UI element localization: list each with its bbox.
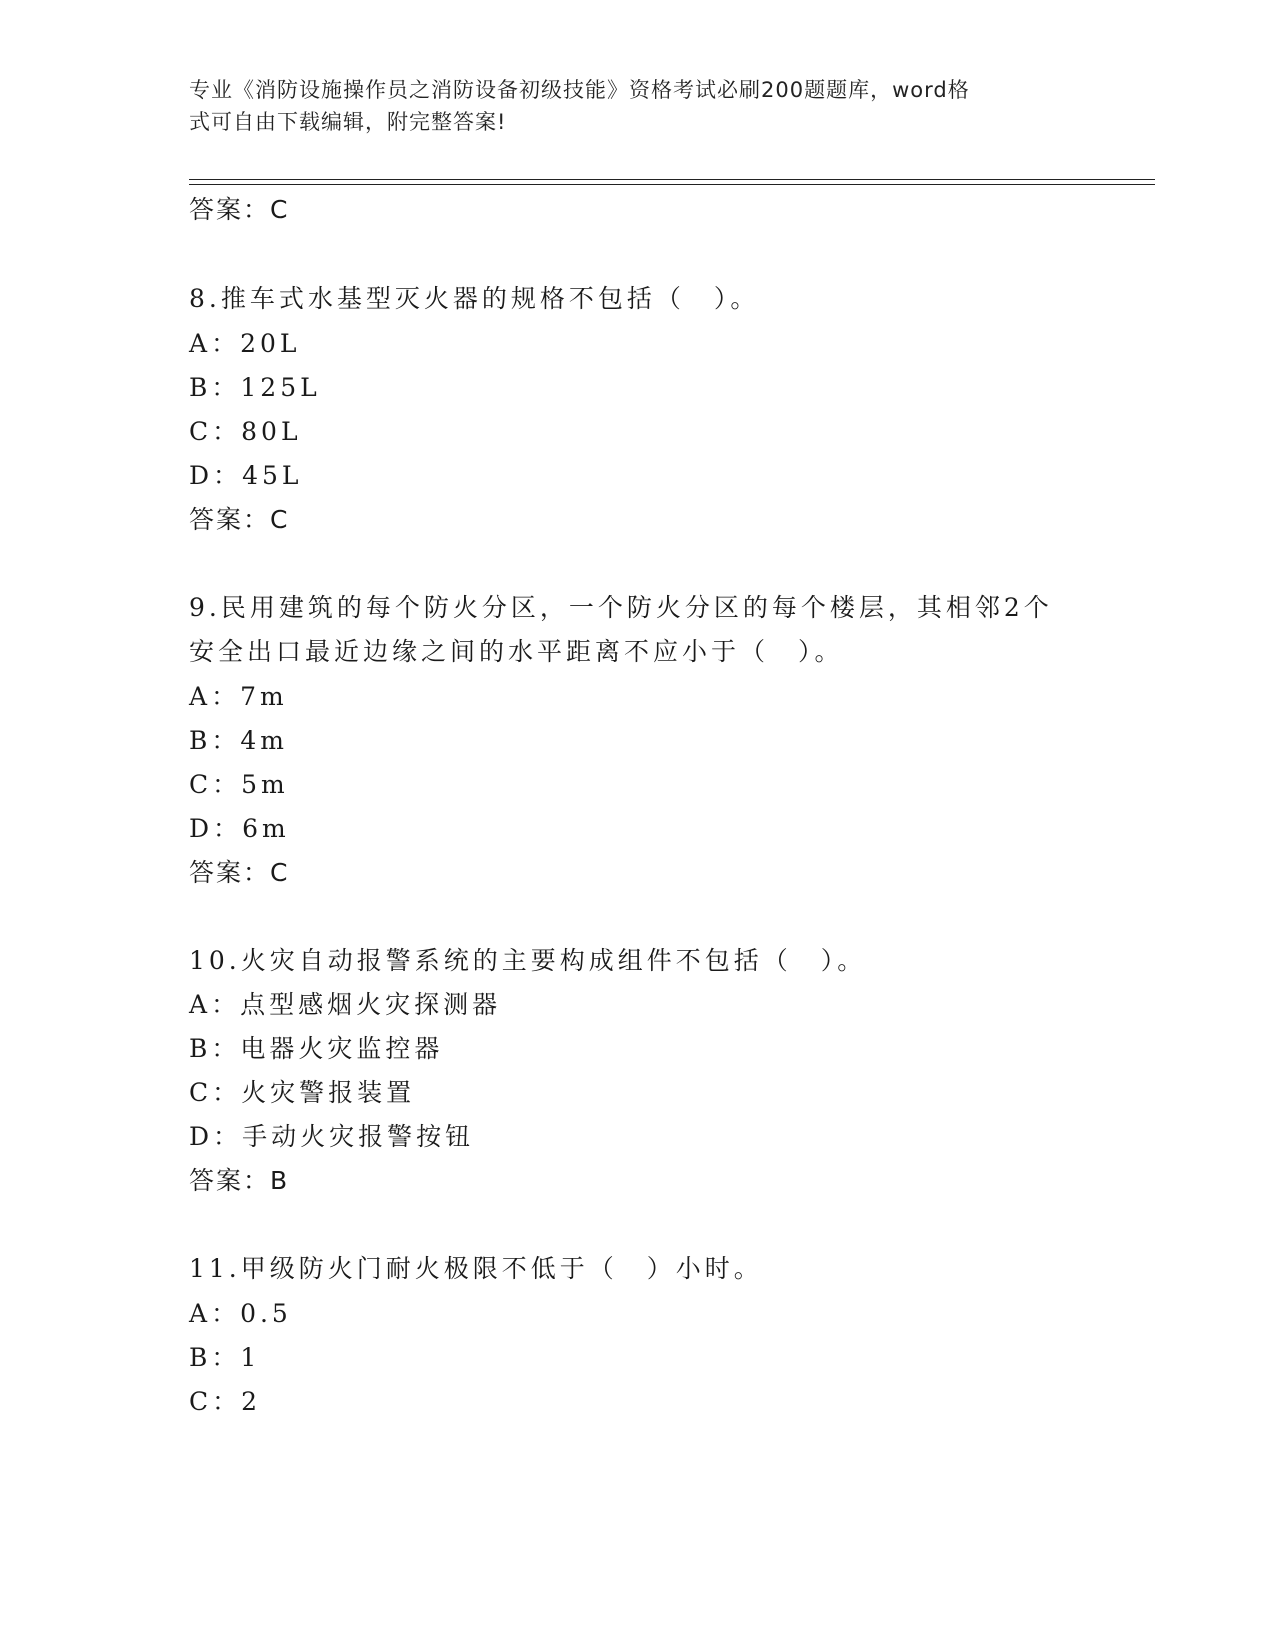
header-divider xyxy=(189,179,1155,180)
answer-line xyxy=(189,504,289,536)
option-letter: D xyxy=(189,1122,214,1151)
option-text: 火灾警报装置 xyxy=(241,1078,416,1107)
option-text: 点型感烟火灾探测器 xyxy=(240,990,502,1019)
option-text: 1 xyxy=(240,1343,261,1372)
option-line: D：6m xyxy=(189,814,290,843)
option-letter: C xyxy=(189,1078,213,1107)
option-line: A：点型感烟火灾探测器 xyxy=(189,990,502,1019)
option-text: 电器火灾监控器 xyxy=(240,1034,444,1063)
header-line: 式可自由下载编辑，附完整答案! xyxy=(189,110,507,134)
option-letter: B xyxy=(189,373,212,402)
answer-value: B xyxy=(270,1166,290,1195)
option-letter: A xyxy=(189,990,212,1019)
option-line: A：0.5 xyxy=(189,1299,292,1328)
option-text: 4m xyxy=(240,726,289,755)
option-letter: C xyxy=(189,417,213,446)
answer-value: C xyxy=(270,505,290,534)
answer-label: 答案： xyxy=(189,195,271,224)
option-text: 5m xyxy=(241,770,289,799)
option-line: C：2 xyxy=(189,1387,262,1416)
option-line: D：45L xyxy=(189,461,303,490)
option-text: 125L xyxy=(240,373,321,402)
question-stem: 10.火灾自动报警系统的主要构成组件不包括（ ）。 xyxy=(189,946,867,975)
option-text: 7m xyxy=(240,682,288,711)
option-letter: D xyxy=(189,814,214,843)
answer-line xyxy=(189,857,289,889)
answer-line xyxy=(189,194,289,226)
option-line: C：80L xyxy=(189,417,302,446)
option-text: 45L xyxy=(242,461,303,490)
answer-value: C xyxy=(270,195,290,224)
question-stem: 安全出口最近边缘之间的水平距离不应小于（ ）。 xyxy=(189,637,844,666)
question-stem: 9.民用建筑的每个防火分区，一个防火分区的每个楼层，其相邻2个 xyxy=(189,593,1053,622)
header-line: 专业《消防设施操作员之消防设备初级技能》资格考试必刷200题题库，word格 xyxy=(189,78,970,102)
option-letter: B xyxy=(189,726,212,755)
option-letter: B xyxy=(189,1034,212,1063)
option-line: B：1 xyxy=(189,1343,261,1372)
answer-line xyxy=(189,1165,289,1197)
option-letter: D xyxy=(189,461,214,490)
answer-value: C xyxy=(270,858,290,887)
option-letter: C xyxy=(189,770,213,799)
option-line: A：20L xyxy=(189,329,301,358)
answer-label: 答案： xyxy=(189,858,271,887)
option-text: 手动火灾报警按钮 xyxy=(242,1122,475,1151)
option-line: C：5m xyxy=(189,770,289,799)
option-letter: C xyxy=(189,1387,213,1416)
option-text: 6m xyxy=(242,814,290,843)
answer-label: 答案： xyxy=(189,1166,271,1195)
document-header xyxy=(189,74,1089,138)
answer-label: 答案： xyxy=(189,505,271,534)
option-text: 2 xyxy=(241,1387,262,1416)
question-stem: 11.甲级防火门耐火极限不低于（ ）小时。 xyxy=(189,1254,763,1283)
option-line: C：火灾警报装置 xyxy=(189,1078,416,1107)
option-letter: A xyxy=(189,329,212,358)
option-line: B：电器火灾监控器 xyxy=(189,1034,444,1063)
question-stem: 8.推车式水基型灭火器的规格不包括（ ）。 xyxy=(189,284,760,313)
option-text: 20L xyxy=(240,329,301,358)
option-letter: A xyxy=(189,682,212,711)
option-letter: B xyxy=(189,1343,212,1372)
option-text: 80L xyxy=(241,417,302,446)
option-line: D：手动火灾报警按钮 xyxy=(189,1122,475,1151)
option-line: B：4m xyxy=(189,726,289,755)
option-text: 0.5 xyxy=(240,1299,292,1328)
option-line: B：125L xyxy=(189,373,321,402)
option-line: A：7m xyxy=(189,682,288,711)
option-letter: A xyxy=(189,1299,212,1328)
header-divider xyxy=(189,184,1155,185)
